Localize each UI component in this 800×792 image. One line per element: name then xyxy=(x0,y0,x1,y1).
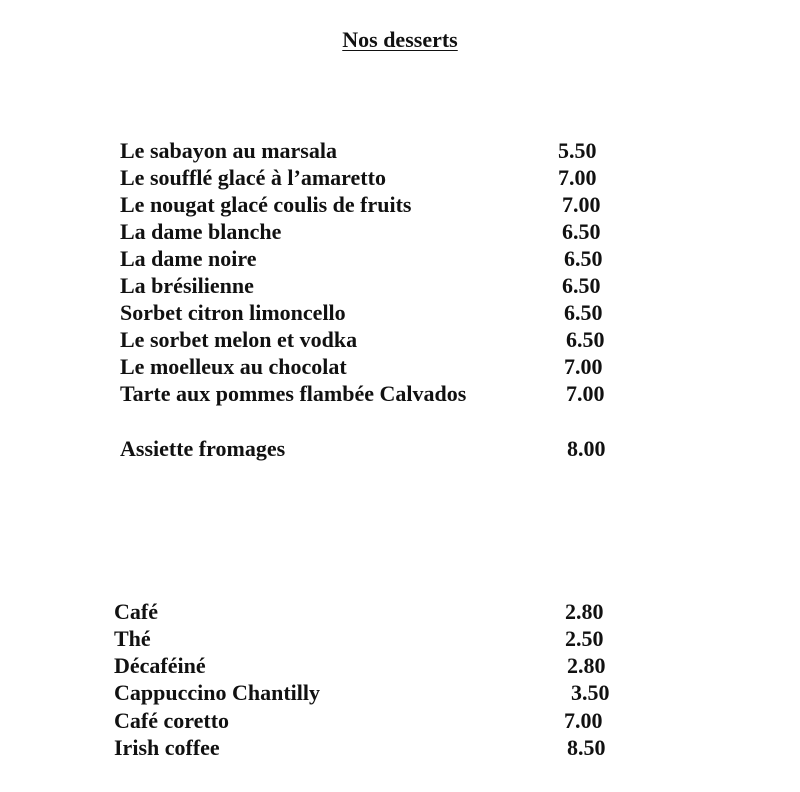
drink-price: 7.00 xyxy=(564,708,603,733)
dessert-name: Le sabayon au marsala xyxy=(120,138,337,163)
dessert-name: Tarte aux pommes flambée Calvados xyxy=(120,381,467,406)
drink-price: 2.80 xyxy=(565,599,604,624)
drink-price: 2.80 xyxy=(567,653,606,678)
dessert-price: 6.50 xyxy=(564,300,603,325)
dessert-price: 7.00 xyxy=(564,354,603,379)
dessert-price: 6.50 xyxy=(566,327,605,352)
page-title: Nos desserts xyxy=(342,27,458,52)
drink-price: 2.50 xyxy=(565,626,604,651)
dessert-price: 7.00 xyxy=(558,165,597,190)
drink-name: Thé xyxy=(114,626,151,651)
dessert-name: Le soufflé glacé à l’amaretto xyxy=(120,165,386,190)
dessert-price: 7.00 xyxy=(566,381,605,406)
dessert-price: 6.50 xyxy=(562,219,601,244)
dessert-price: 7.00 xyxy=(562,192,601,217)
dessert-name: Sorbet citron limoncello xyxy=(120,300,346,325)
dessert-name: Assiette fromages xyxy=(120,436,286,461)
dessert-price: 6.50 xyxy=(564,246,603,271)
drink-name: Café coretto xyxy=(114,708,230,733)
dessert-price: 5.50 xyxy=(558,138,597,163)
dessert-name: Le nougat glacé coulis de fruits xyxy=(120,192,412,217)
drink-name: Décaféiné xyxy=(114,653,206,678)
dessert-name: La brésilienne xyxy=(120,273,254,298)
dessert-name: Le sorbet melon et vodka xyxy=(120,327,358,352)
dessert-name: La dame blanche xyxy=(120,219,282,244)
drink-name: Café xyxy=(114,599,158,624)
dessert-name: Le moelleux au chocolat xyxy=(120,354,347,379)
drink-price: 8.50 xyxy=(567,735,606,760)
drink-price: 3.50 xyxy=(571,680,610,705)
dessert-price: 6.50 xyxy=(562,273,601,298)
dessert-price: 8.00 xyxy=(567,436,606,461)
drink-name: Irish coffee xyxy=(114,735,220,760)
dessert-name: La dame noire xyxy=(120,246,257,271)
drink-name: Cappuccino Chantilly xyxy=(114,680,320,705)
